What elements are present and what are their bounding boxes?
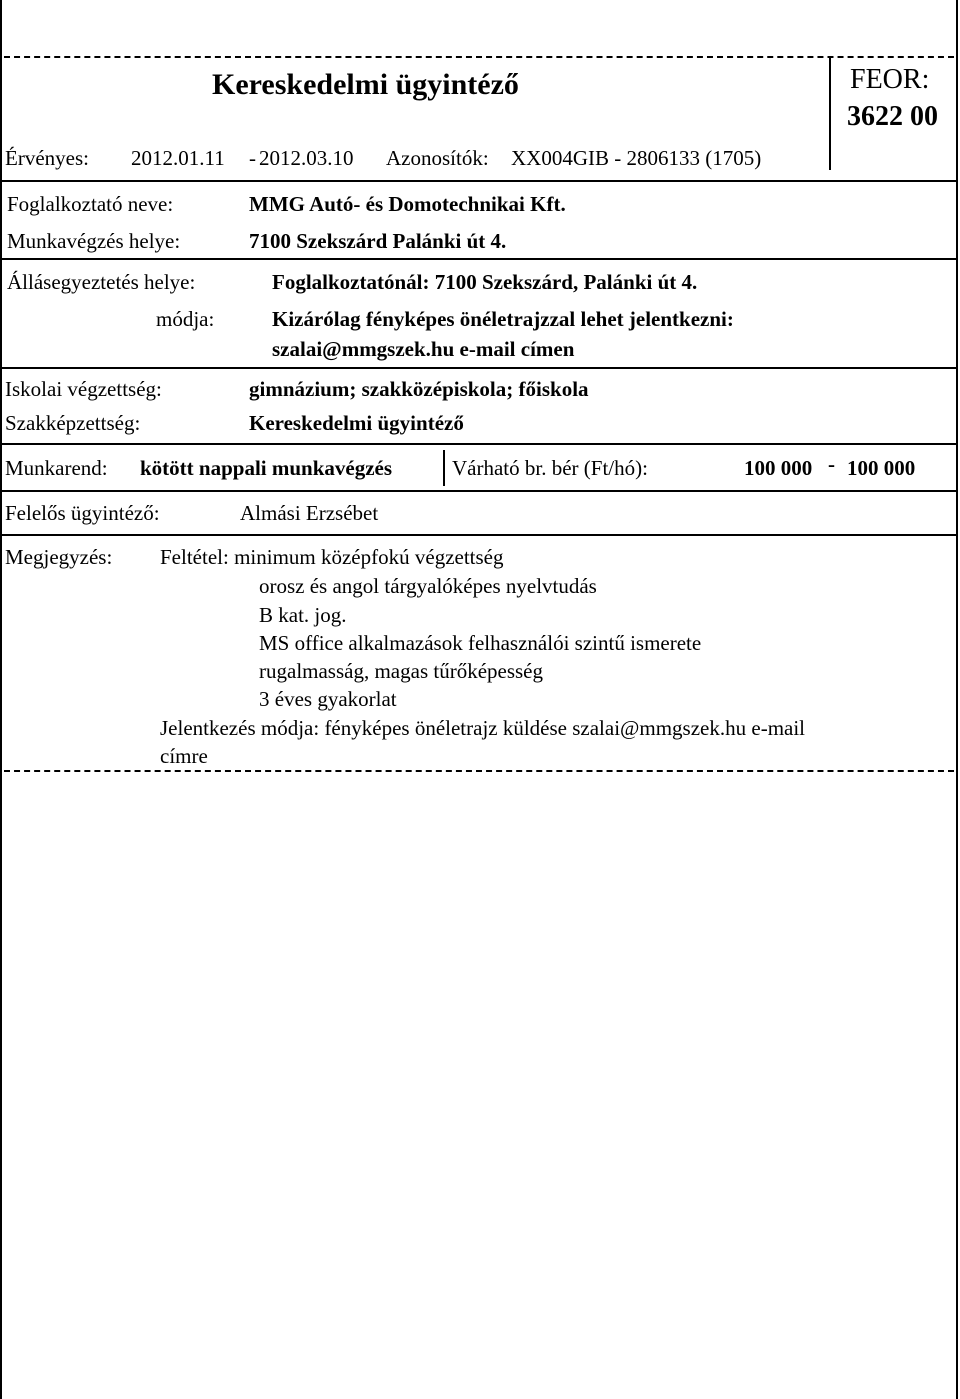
- interview-value: Foglalkoztatónál: 7100 Szekszárd, Palánki út 4.: [272, 270, 698, 294]
- feor-divider: [829, 58, 831, 170]
- salary-from: 100 000: [744, 456, 813, 480]
- top-dashed-line: [4, 56, 954, 58]
- right-border: [956, 0, 958, 1399]
- notes-item: orosz és angol tárgyalóképes nyelvtudás: [259, 574, 597, 598]
- bottom-dashed-line: [4, 770, 954, 772]
- ids-value: XX004GIB - 2806133 (1705): [511, 146, 762, 170]
- divider-6: [0, 534, 958, 536]
- validity-label: Érvényes:: [5, 146, 89, 170]
- salary-separator: -: [828, 452, 835, 476]
- divider-1: [0, 180, 958, 182]
- education-value: gimnázium; szakközépiskola; főiskola: [249, 377, 589, 401]
- schedule-label: Munkarend:: [5, 456, 108, 480]
- salary-to: 100 000: [847, 456, 916, 480]
- document-title: Kereskedelmi ügyintéző: [212, 68, 519, 101]
- notes-item: MS office alkalmazások felhasználói szintű ismerete: [259, 631, 702, 655]
- apply-line1: Jelentkezés módja: fényképes önéletrajz küldése szalai@mmgszek.hu e-mail: [160, 716, 806, 740]
- apply-line2: címre: [160, 744, 208, 768]
- salary-label: Várható br. bér (Ft/hó):: [452, 456, 648, 480]
- validity-separator: -: [249, 146, 256, 170]
- notes-label: Megjegyzés:: [5, 545, 113, 569]
- interview-method-label: módja:: [156, 307, 215, 331]
- left-border: [0, 0, 2, 1399]
- schedule-divider: [443, 450, 445, 486]
- contact-value: Almási Erzsébet: [240, 501, 379, 525]
- workplace-label: Munkavégzés helye:: [7, 229, 181, 253]
- feor-code: 3622 00: [847, 101, 938, 132]
- divider-4: [0, 443, 958, 445]
- divider-2: [0, 258, 958, 260]
- notes-line1: Feltétel: minimum középfokú végzettség: [160, 545, 504, 569]
- education-label: Iskolai végzettség:: [5, 377, 162, 401]
- interview-label: Állásegyeztetés helye:: [7, 270, 196, 294]
- contact-label: Felelős ügyintéző:: [5, 501, 160, 525]
- interview-method-line1: Kizárólag fényképes önéletrajzzal lehet jelentkezni:: [272, 307, 734, 331]
- interview-method-line2: szalai@mmgszek.hu e-mail címen: [272, 337, 575, 361]
- schedule-value: kötött nappali munkavégzés: [140, 456, 393, 480]
- validity-to: 2012.03.10: [259, 146, 354, 170]
- divider-3: [0, 367, 958, 369]
- notes-item: B kat. jog.: [259, 603, 347, 627]
- divider-5: [0, 490, 958, 492]
- employer-value: MMG Autó- és Domotechnikai Kft.: [249, 192, 566, 216]
- workplace-value: 7100 Szekszárd Palánki út 4.: [249, 229, 507, 253]
- notes-item: rugalmasság, magas tűrőképesség: [259, 659, 544, 683]
- feor-label: FEOR:: [850, 64, 930, 95]
- ids-label: Azonosítók:: [386, 146, 489, 170]
- qualification-value: Kereskedelmi ügyintéző: [249, 411, 464, 435]
- notes-item: 3 éves gyakorlat: [259, 687, 397, 711]
- qualification-label: Szakképzettség:: [5, 411, 141, 435]
- employer-label: Foglalkoztató neve:: [7, 192, 174, 216]
- validity-from: 2012.01.11: [131, 146, 225, 170]
